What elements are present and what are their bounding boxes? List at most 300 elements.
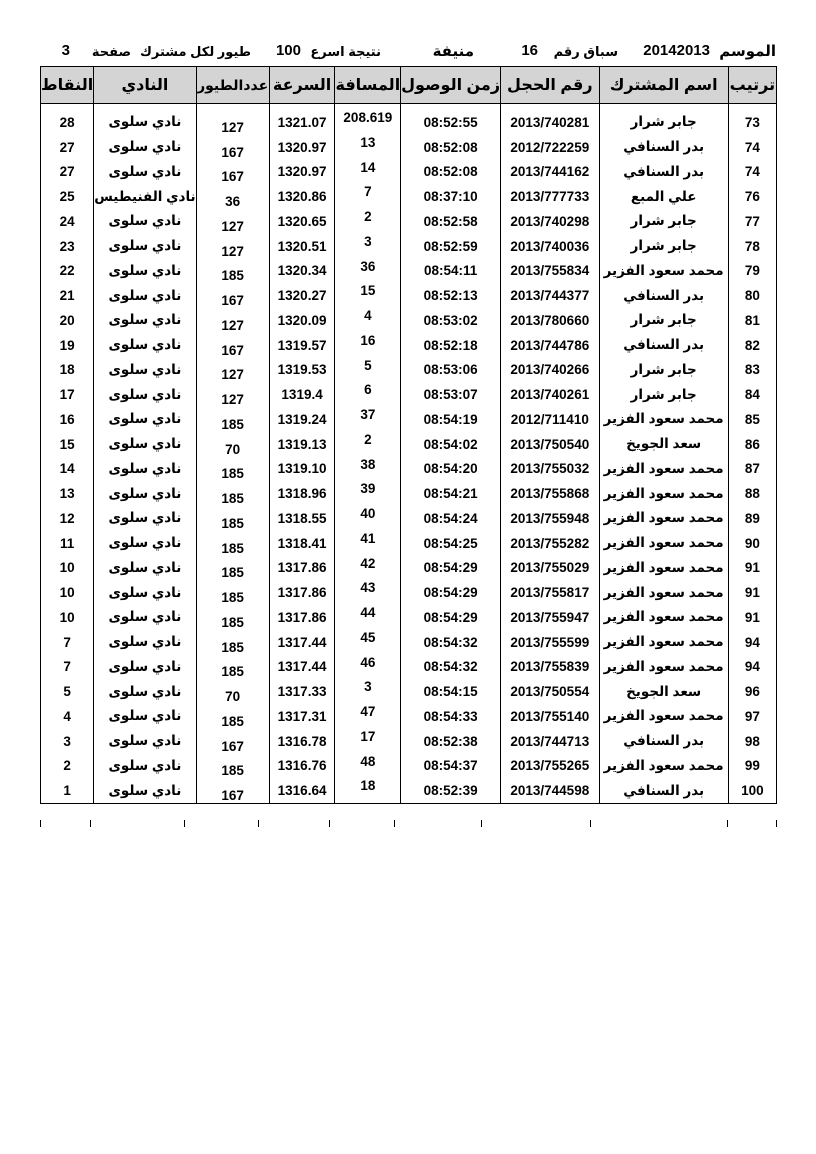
rank-cell: 91 — [728, 605, 776, 630]
table-row — [41, 704, 777, 729]
table-row — [41, 432, 777, 457]
name-cell: جابر شرار — [599, 358, 728, 383]
name-cell: محمد سعود الفزير — [599, 481, 728, 506]
distance-cell: 47 — [335, 704, 401, 729]
points-cell: 23 — [41, 234, 94, 259]
tick — [776, 820, 777, 827]
col-ring-header: رقم الحجل — [501, 67, 600, 104]
distance-cell: 4 — [335, 308, 401, 333]
club-cell: نادي سلوى — [94, 580, 196, 605]
table-row — [41, 754, 777, 779]
ring-cell: 2013/740261 — [501, 382, 600, 407]
name-cell: بدر السنافي — [599, 778, 728, 803]
points-cell: 20 — [41, 308, 94, 333]
points-cell: 3 — [41, 729, 94, 754]
time-cell: 08:54:32 — [401, 630, 501, 655]
name-cell: محمد سعود الفزير — [599, 531, 728, 556]
birds-cell: 127 — [196, 308, 269, 333]
page-value: 3 — [61, 42, 70, 59]
rank-cell: 74 — [728, 160, 776, 185]
ring-cell: 2013/755282 — [501, 531, 600, 556]
table-row — [41, 605, 777, 630]
ring-cell: 2013/744786 — [501, 333, 600, 358]
rank-cell: 99 — [728, 754, 776, 779]
club-cell: نادي سلوى — [94, 333, 196, 358]
name-cell: محمد سعود الفزير — [599, 506, 728, 531]
results-table — [40, 66, 777, 804]
time-cell: 08:54:02 — [401, 432, 501, 457]
report-header — [40, 38, 776, 62]
distance-cell: 16 — [335, 333, 401, 358]
time-cell: 08:54:32 — [401, 655, 501, 680]
birds-cell: 70 — [196, 432, 269, 457]
rank-cell: 96 — [728, 679, 776, 704]
speed-cell: 1321.07 — [269, 110, 335, 135]
points-cell: 7 — [41, 655, 94, 680]
ring-cell: 2013/755834 — [501, 259, 600, 284]
birds-cell: 185 — [196, 580, 269, 605]
time-cell: 08:52:13 — [401, 283, 501, 308]
col-time-header: زمن الوصول — [401, 67, 501, 104]
rank-cell: 78 — [728, 234, 776, 259]
club-cell: نادي سلوى — [94, 457, 196, 482]
rank-cell: 94 — [728, 630, 776, 655]
birds-cell: 185 — [196, 531, 269, 556]
points-cell: 28 — [41, 110, 94, 135]
speed-cell: 1320.86 — [269, 184, 335, 209]
time-cell: 08:54:24 — [401, 506, 501, 531]
ring-cell: 2013/740266 — [501, 358, 600, 383]
ring-cell: 2013/744377 — [501, 283, 600, 308]
time-cell: 08:54:29 — [401, 580, 501, 605]
race-value: 16 — [521, 42, 538, 59]
distance-cell: 44 — [335, 605, 401, 630]
distance-cell: 38 — [335, 457, 401, 482]
time-cell: 08:52:39 — [401, 778, 501, 803]
club-cell: نادي سلوى — [94, 160, 196, 185]
club-cell: نادي سلوى — [94, 481, 196, 506]
speed-cell: 1318.55 — [269, 506, 335, 531]
name-cell: جابر شرار — [599, 382, 728, 407]
speed-cell: 1316.64 — [269, 778, 335, 803]
rank-cell: 100 — [728, 778, 776, 803]
speed-cell: 1319.13 — [269, 432, 335, 457]
time-cell: 08:52:38 — [401, 729, 501, 754]
table-row — [41, 457, 777, 482]
tick — [258, 820, 259, 827]
name-cell: علي المبع — [599, 184, 728, 209]
distance-cell: 17 — [335, 729, 401, 754]
name-cell: جابر شرار — [599, 234, 728, 259]
table-row — [41, 209, 777, 234]
speed-cell: 1319.53 — [269, 358, 335, 383]
col-distance-header: المسافة — [335, 67, 401, 104]
time-cell: 08:54:29 — [401, 605, 501, 630]
speed-cell: 1319.10 — [269, 457, 335, 482]
season-value: 20142013 — [643, 42, 710, 59]
distance-cell: 3 — [335, 679, 401, 704]
club-cell: نادي سلوى — [94, 506, 196, 531]
ring-cell: 2013/755947 — [501, 605, 600, 630]
ring-cell: 2013/755029 — [501, 556, 600, 581]
club-cell: نادي سلوى — [94, 259, 196, 284]
table-row — [41, 259, 777, 284]
table-row — [41, 531, 777, 556]
time-cell: 08:54:21 — [401, 481, 501, 506]
name-cell: محمد سعود الفزير — [599, 457, 728, 482]
rank-cell: 91 — [728, 580, 776, 605]
points-cell: 24 — [41, 209, 94, 234]
distance-cell: 18 — [335, 778, 401, 803]
table-row — [41, 407, 777, 432]
speed-cell: 1319.4 — [269, 382, 335, 407]
per-member-label: طيور لكل مشترك — [139, 44, 251, 59]
points-cell: 4 — [41, 704, 94, 729]
rank-cell: 88 — [728, 481, 776, 506]
birds-cell: 185 — [196, 481, 269, 506]
rank-cell: 86 — [728, 432, 776, 457]
ring-cell: 2013/755599 — [501, 630, 600, 655]
speed-cell: 1317.86 — [269, 605, 335, 630]
points-cell: 11 — [41, 531, 94, 556]
ring-cell: 2013/777733 — [501, 184, 600, 209]
table-row — [41, 556, 777, 581]
table-row — [41, 679, 777, 704]
ring-cell: 2013/755868 — [501, 481, 600, 506]
distance-cell: 37 — [335, 407, 401, 432]
club-cell: نادي سلوى — [94, 655, 196, 680]
table-row — [41, 333, 777, 358]
birds-cell: 185 — [196, 630, 269, 655]
rank-cell: 74 — [728, 135, 776, 160]
name-cell: بدر السنافي — [599, 333, 728, 358]
time-cell: 08:52:58 — [401, 209, 501, 234]
speed-cell: 1317.33 — [269, 679, 335, 704]
time-cell: 08:52:18 — [401, 333, 501, 358]
points-cell: 27 — [41, 160, 94, 185]
rank-cell: 87 — [728, 457, 776, 482]
time-cell: 08:52:08 — [401, 160, 501, 185]
name-cell: بدر السنافي — [599, 135, 728, 160]
col-speed-header: السرعة — [269, 67, 335, 104]
ring-cell: 2013/744598 — [501, 778, 600, 803]
distance-cell: 7 — [335, 184, 401, 209]
time-cell: 08:53:06 — [401, 358, 501, 383]
col-club-header: النادي — [94, 67, 196, 104]
speed-cell: 1320.09 — [269, 308, 335, 333]
tick — [329, 820, 330, 827]
time-cell: 08:52:08 — [401, 135, 501, 160]
ring-cell: 2013/740281 — [501, 110, 600, 135]
birds-cell: 167 — [196, 135, 269, 160]
points-cell: 10 — [41, 556, 94, 581]
distance-cell: 45 — [335, 630, 401, 655]
name-cell: بدر السنافي — [599, 283, 728, 308]
speed-cell: 1318.96 — [269, 481, 335, 506]
speed-cell: 1320.97 — [269, 160, 335, 185]
result-count: 100 — [275, 42, 301, 59]
rank-cell: 98 — [728, 729, 776, 754]
club-cell: نادي سلوى — [94, 704, 196, 729]
distance-cell: 41 — [335, 531, 401, 556]
distance-cell: 36 — [335, 259, 401, 284]
name-cell: جابر شرار — [599, 110, 728, 135]
distance-cell: 39 — [335, 481, 401, 506]
table-row — [41, 234, 777, 259]
tick — [40, 820, 41, 827]
points-cell: 13 — [41, 481, 94, 506]
birds-cell: 70 — [196, 679, 269, 704]
col-points-header: النقاط — [41, 67, 94, 104]
table-row — [41, 655, 777, 680]
ring-cell: 2013/740298 — [501, 209, 600, 234]
tick — [481, 820, 482, 827]
club-cell: نادي سلوى — [94, 110, 196, 135]
ring-cell: 2013/755140 — [501, 704, 600, 729]
ring-cell: 2013/755265 — [501, 754, 600, 779]
tick — [184, 820, 185, 827]
speed-cell: 1319.24 — [269, 407, 335, 432]
ring-cell: 2012/711410 — [501, 407, 600, 432]
points-cell: 27 — [41, 135, 94, 160]
points-cell: 22 — [41, 259, 94, 284]
rank-cell: 81 — [728, 308, 776, 333]
club-cell: نادي سلوى — [94, 778, 196, 803]
distance-cell: 2 — [335, 209, 401, 234]
distance-cell: 14 — [335, 160, 401, 185]
birds-cell: 127 — [196, 234, 269, 259]
col-name-header: اسم المشترك — [599, 67, 728, 104]
club-cell: نادي سلوى — [94, 135, 196, 160]
points-cell: 1 — [41, 778, 94, 803]
birds-cell: 185 — [196, 655, 269, 680]
points-cell: 17 — [41, 382, 94, 407]
location: منيفة — [432, 43, 474, 60]
club-cell: نادي سلوى — [94, 358, 196, 383]
table-row — [41, 160, 777, 185]
tick — [394, 820, 395, 827]
name-cell: سعد الجويخ — [599, 432, 728, 457]
birds-cell: 167 — [196, 333, 269, 358]
birds-cell: 167 — [196, 778, 269, 803]
speed-cell: 1319.57 — [269, 333, 335, 358]
club-cell: نادي سلوى — [94, 729, 196, 754]
points-cell: 14 — [41, 457, 94, 482]
birds-cell: 127 — [196, 209, 269, 234]
speed-cell: 1320.27 — [269, 283, 335, 308]
club-cell: نادي سلوى — [94, 283, 196, 308]
club-cell: نادي سلوى — [94, 234, 196, 259]
rank-cell: 73 — [728, 110, 776, 135]
ring-cell: 2013/755839 — [501, 655, 600, 680]
col-birds-header: عددالطيور — [196, 67, 269, 104]
distance-cell: 208.619 — [335, 110, 401, 135]
time-cell: 08:54:15 — [401, 679, 501, 704]
time-cell: 08:54:11 — [401, 259, 501, 284]
time-cell: 08:37:10 — [401, 184, 501, 209]
club-cell: نادي سلوى — [94, 382, 196, 407]
time-cell: 08:52:55 — [401, 110, 501, 135]
club-cell: نادي سلوى — [94, 531, 196, 556]
birds-cell: 185 — [196, 506, 269, 531]
club-cell: نادي سلوى — [94, 605, 196, 630]
distance-cell: 48 — [335, 754, 401, 779]
ring-cell: 2012/722259 — [501, 135, 600, 160]
rank-cell: 85 — [728, 407, 776, 432]
race-label: سباق رقم — [553, 44, 618, 59]
points-cell: 15 — [41, 432, 94, 457]
club-cell: نادي سلوى — [94, 308, 196, 333]
club-cell: نادي سلوى — [94, 209, 196, 234]
name-cell: محمد سعود الفزير — [599, 605, 728, 630]
table-row — [41, 308, 777, 333]
ring-cell: 2013/750554 — [501, 679, 600, 704]
rank-cell: 89 — [728, 506, 776, 531]
name-cell: محمد سعود الفزير — [599, 754, 728, 779]
table-row — [41, 382, 777, 407]
table-header-row — [41, 67, 777, 104]
time-cell: 08:53:02 — [401, 308, 501, 333]
name-cell: جابر شرار — [599, 308, 728, 333]
time-cell: 08:54:25 — [401, 531, 501, 556]
table-row — [41, 630, 777, 655]
name-cell: محمد سعود الفزير — [599, 407, 728, 432]
distance-cell: 40 — [335, 506, 401, 531]
speed-cell: 1320.34 — [269, 259, 335, 284]
name-cell: جابر شرار — [599, 209, 728, 234]
points-cell: 10 — [41, 580, 94, 605]
club-cell: نادي سلوى — [94, 630, 196, 655]
ring-cell: 2013/744162 — [501, 160, 600, 185]
speed-cell: 1317.31 — [269, 704, 335, 729]
name-cell: بدر السنافي — [599, 729, 728, 754]
points-cell: 7 — [41, 630, 94, 655]
speed-cell: 1320.97 — [269, 135, 335, 160]
speed-cell: 1317.44 — [269, 655, 335, 680]
table-row — [41, 481, 777, 506]
table-row — [41, 135, 777, 160]
name-cell: محمد سعود الفزير — [599, 556, 728, 581]
ring-cell: 2013/744713 — [501, 729, 600, 754]
season-label: الموسم — [719, 43, 776, 60]
col-rank-header: ترتيب — [728, 67, 776, 104]
speed-cell: 1316.78 — [269, 729, 335, 754]
ring-cell: 2013/750540 — [501, 432, 600, 457]
name-cell: محمد سعود الفزير — [599, 630, 728, 655]
points-cell: 12 — [41, 506, 94, 531]
tick — [727, 820, 728, 827]
points-cell: 10 — [41, 605, 94, 630]
ring-cell: 2013/755032 — [501, 457, 600, 482]
result-label: نتيجة اسرع — [310, 44, 381, 59]
name-cell: محمد سعود الفزير — [599, 655, 728, 680]
rank-cell: 82 — [728, 333, 776, 358]
tick — [590, 820, 591, 827]
birds-cell: 36 — [196, 184, 269, 209]
birds-cell: 167 — [196, 160, 269, 185]
speed-cell: 1320.65 — [269, 209, 335, 234]
ring-cell: 2013/755817 — [501, 580, 600, 605]
birds-cell: 185 — [196, 259, 269, 284]
rank-cell: 76 — [728, 184, 776, 209]
rank-cell: 84 — [728, 382, 776, 407]
name-cell: محمد سعود الفزير — [599, 704, 728, 729]
name-cell: بدر السنافي — [599, 160, 728, 185]
time-cell: 08:54:29 — [401, 556, 501, 581]
table-row — [41, 110, 777, 135]
rank-cell: 79 — [728, 259, 776, 284]
rank-cell: 80 — [728, 283, 776, 308]
speed-cell: 1318.41 — [269, 531, 335, 556]
distance-cell: 5 — [335, 358, 401, 383]
birds-cell: 185 — [196, 556, 269, 581]
club-cell: نادي سلوى — [94, 407, 196, 432]
time-cell: 08:54:37 — [401, 754, 501, 779]
time-cell: 08:52:59 — [401, 234, 501, 259]
club-cell: نادي سلوى — [94, 754, 196, 779]
time-cell: 08:54:20 — [401, 457, 501, 482]
ring-cell: 2013/740036 — [501, 234, 600, 259]
table-row — [41, 729, 777, 754]
points-cell: 21 — [41, 283, 94, 308]
rank-cell: 90 — [728, 531, 776, 556]
birds-cell: 185 — [196, 605, 269, 630]
birds-cell: 185 — [196, 704, 269, 729]
name-cell: محمد سعود الفزير — [599, 580, 728, 605]
name-cell: سعد الجويخ — [599, 679, 728, 704]
birds-cell: 127 — [196, 110, 269, 135]
time-cell: 08:54:19 — [401, 407, 501, 432]
club-cell: نادي سلوى — [94, 556, 196, 581]
tick — [90, 820, 91, 827]
club-cell: نادي سلوى — [94, 679, 196, 704]
table-body — [41, 104, 777, 804]
time-cell: 08:53:07 — [401, 382, 501, 407]
distance-cell: 3 — [335, 234, 401, 259]
distance-cell: 42 — [335, 556, 401, 581]
table-row — [41, 283, 777, 308]
rank-cell: 83 — [728, 358, 776, 383]
speed-cell: 1316.76 — [269, 754, 335, 779]
points-cell: 19 — [41, 333, 94, 358]
club-cell: نادي الفنيطيس — [94, 184, 196, 209]
club-cell: نادي سلوى — [94, 432, 196, 457]
birds-cell: 127 — [196, 358, 269, 383]
ring-cell: 2013/780660 — [501, 308, 600, 333]
birds-cell: 185 — [196, 407, 269, 432]
speed-cell: 1320.51 — [269, 234, 335, 259]
speed-cell: 1317.86 — [269, 556, 335, 581]
name-cell: محمد سعود الفزير — [599, 259, 728, 284]
rank-cell: 94 — [728, 655, 776, 680]
time-cell: 08:54:33 — [401, 704, 501, 729]
points-cell: 25 — [41, 184, 94, 209]
speed-cell: 1317.86 — [269, 580, 335, 605]
page-label: صفحة — [91, 44, 131, 59]
distance-cell: 13 — [335, 135, 401, 160]
distance-cell: 15 — [335, 283, 401, 308]
distance-cell: 6 — [335, 382, 401, 407]
distance-cell: 43 — [335, 580, 401, 605]
speed-cell: 1317.44 — [269, 630, 335, 655]
birds-cell: 185 — [196, 754, 269, 779]
points-cell: 16 — [41, 407, 94, 432]
table-row — [41, 184, 777, 209]
rank-cell: 77 — [728, 209, 776, 234]
table-row — [41, 778, 777, 803]
table-row — [41, 580, 777, 605]
birds-cell: 127 — [196, 382, 269, 407]
